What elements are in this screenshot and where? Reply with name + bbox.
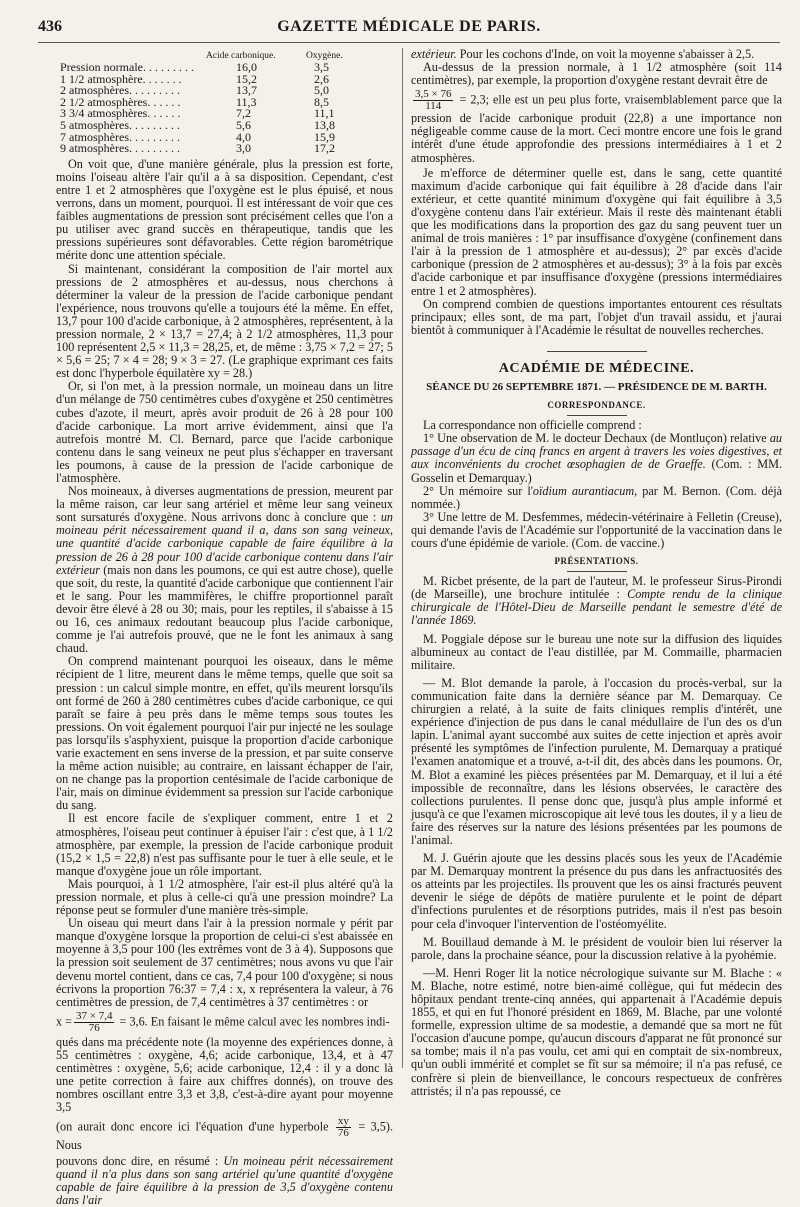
fraction-numerator: 37 × 7,4	[76, 1009, 113, 1022]
o2-value: 2,6	[314, 71, 329, 86]
text: (mais non dans les poumons, ce qui est autre chose), quelle que soit, du reste, la quantité d'acide carbonique que contiennent l'air et le sang. Pour les mammifères, le chiffre proportionnel paraît devoir être élevé à 28 ou 30; mais, pour les reptiles, il s'abaisse à 15 ou 16, ces animaux redoutant beaucoup plus l'acide carbonique, comme je l'ai autrefois prouvé, que ne le font les animaux à sang chaud.	[56, 562, 393, 656]
discussion-paragraph: M. J. Guérin ajoute que les dessins placés sous les yeux de l'Académie par M. Demarquay montrent la présence du pus dans les anfractuosités des os atteints par les projectiles. Ils prouvent que les os ainsi fracturés peuvent devenir le siége de dépôts de matière purulente et le point de départ d'infections purulentes et de résorptions putrides, mais il n'est pas besoin pour cela d'invoquer l'intervention de l'ostéomyélite.	[411, 851, 782, 931]
o2-column-head: Oxygène.	[306, 51, 343, 61]
equation-lead: (on aurait donc encore ici l'équation d'une hyperbole	[56, 1119, 334, 1134]
fraction-denominator: 114	[425, 100, 442, 113]
co2-value: 3,0	[236, 141, 251, 156]
paragraph: Si maintenant, considérant la composition de l'air mortel aux pressions de 2 atmosphères et au-dessus, nous cherchons à déterminer la valeur de la pression de l'acide carbonique pendant l'expérience, nous trouvons qu'elle a toujours été la même. En effet, 13,7 pour 100 d'acide carbonique, à 2 atmosphères, représentent, à la pression normale, 2 × 13,7 = 27,4; à 2 1/2 atmosphères, 11,3 pour 100 représentent 2,5 × 11,3 = 28,25, et, de même : 3,75 × 7,2 = 27; 5 × 5,6 = 25; 7 × 4 = 28; 9 × 3 = 27. (Le graphique exprimant ces faits est donc l'hyperbole équilatère xy = 28.)	[56, 261, 393, 381]
equation-lhs: x =	[56, 1014, 73, 1029]
italic-conclusion: Un moineau périt nécessairement quand il n'a plus dans son sang artériel qu'une quantité d'oxygène capable de faire équilibre à la pression de 3,5 d'oxygène contenu dans l'air	[56, 1153, 393, 1207]
page-number: 436	[38, 18, 62, 35]
text: , par M. Bernon. (Com. déjà nommée.)	[411, 483, 782, 511]
text: 1° Une observation de M. le docteur Dechaux (de Montluçon) relative	[423, 431, 770, 446]
column-rule	[402, 48, 403, 1068]
o2-value: 15,9	[314, 129, 335, 144]
text: pouvons donc dire, en résumé :	[56, 1153, 224, 1168]
equation-rest: = 2,3; elle est un peu plus forte, vraisemblablement parce que la pression de l'acide carbonique produit (22,8) a une importance non négligeable comme cause de la mort. Ceci montre encore une fois le grand intérêt d'une étude approfondie des pressions intermédiaires à 1 et 2 atmosphères.	[411, 92, 782, 165]
divider	[567, 571, 627, 572]
fraction-denominator: 76	[88, 1021, 100, 1034]
italic-conclusion: un moineau périt nécessairement quand il a, dans son sang veineux, une quantité d'acide carbonique capable de faire équilibre à la pression de 26 à 28 pour 100 d'acide carbonique contenu dans l'air extérieur	[56, 510, 393, 577]
obituary-paragraph: —M. Henri Roger lit la notice nécrologique suivante sur M. Blache : « M. Blache, notre estimé, notre bien-aimé collègue, qui fut médecin des hôpitaux pendant trente-cinq années, qui appartenait à l'Académie depuis 1855, et qui en fut l'honoré président en 1869, M. Blache, par une volonté formelle, expression ultime de sa modestie, a demandé que sa mort ne fût l'occasion d'aucune pompe, qu'aucun discours d'apparat ne fût prononcé sur sa tombe; mais il n'a pas voulu, cet ami qui en comptait de six-nombreux, qu'un oubli immérité et complet se fît sur sa mémoire; il n'a pas refusé, ce confrère si plein de bienveillance, le concours respectueux de confrères attristés; il n'a pas repoussé, ce	[411, 965, 782, 1098]
discussion-paragraph: M. Bouillaud demande à M. le président de vouloir bien lui réserver la parole, dans la prochaine séance, pour la discussion relative à la pyohémie.	[411, 934, 782, 962]
italic-text: extérieur.	[411, 47, 457, 61]
o2-value: 8,5	[314, 94, 329, 109]
row-label: 5 atmosphères. . . . . . . . .	[60, 117, 180, 132]
row-label: 9 atmosphères. . . . . . . . .	[60, 141, 180, 156]
fraction	[336, 1116, 351, 1139]
o2-value: 13,8	[314, 117, 335, 132]
fraction-numerator: xy	[337, 1115, 349, 1128]
divider	[567, 415, 627, 416]
correspondence-item: 3° Une lettre de M. Desfemmes, médecin-vétérinaire à Felletin (Creuse), qui demande l'avis de l'Académie sur l'opportunité de la vaccination dans le cours d'une épidémie de variole. (Com. de vaccine.)	[411, 509, 782, 550]
o2-value: 11,1	[314, 106, 335, 121]
co2-column-head: Acide carbonique.	[206, 51, 276, 61]
text: M. Ricbet présente, de la part de l'auteur, M. le professeur Sirus-Pirondi (de Marseille), une brochure intitulée :	[411, 574, 782, 602]
table-row	[56, 143, 393, 155]
row-label: 3 3/4 atmosphères. . . . . .	[60, 106, 181, 121]
subsection-heading: CORRESPONDANCE.	[547, 400, 646, 411]
row-label: 2 1/2 atmosphères. . . . . .	[60, 94, 181, 109]
correspondence-item	[411, 485, 782, 511]
fraction-numerator: 3,5 × 76	[415, 88, 452, 101]
text: Pour les cochons d'Inde, on voit la moyenne s'abaisser à 2,5.	[456, 47, 755, 61]
paragraph: Au-dessus de la pression normale, à 1 1/2 atmosphère (soit 114 centimètres), par exemple, la proportion d'oxygène restant devrait être de	[411, 60, 782, 88]
paragraph: Il est encore facile de s'expliquer comment, entre 1 et 2 atmosphères, l'oiseau peut continuer à épuiser l'air : c'est que, à 1 1/2 atmosphère, par exemple, la pression de l'acide carbonique produit (15,2 × 1,5 = 22,8) n'est pas suffisante pour le tuer à elle seule, et le manque d'oxygène joue un rôle important.	[56, 811, 393, 878]
equation-rest: = 3,6. En faisant le même calcul avec les nombres indi-	[116, 1014, 390, 1029]
paragraph	[56, 1155, 393, 1207]
paragraph	[56, 485, 393, 655]
italic-text: oïdium aurantiacum	[532, 483, 635, 498]
o2-value: 5,0	[314, 83, 329, 98]
paragraph: Or, si l'on met, à la pression normale, un moineau dans un litre d'un mélange de 750 centimètres cubes d'oxygène et 250 centimètres cubes d'azote, il meurt, après avoir produit de 26 à 28 pour 100 d'acide carbonique. La mort arrive évidemment, ainsi que l'a autrefois montré M. Cl. Bernard, parce que l'acide carbonique contenu dans le sang veineux ne peut plus s'échapper en traversant les poumons, à cause de la pression de l'acide carbonique de l'atmosphère.	[56, 379, 393, 485]
paragraph: qués dans ma précédente note (la moyenne des expériences donne, à 55 centimètres : oxygène, 4,6; acide carbonique, 13,4, et à 47 centimètres : oxygène, 5,6; acide carbonique, 12,4 : il y a donc là une petite correction à faire aux chiffres donnés), on trouve des nombres oscillant entre 3,3 et 3,8, c'est-à-dire ayant pour moyenne 3,5	[56, 1034, 393, 1115]
text: Nos moineaux, à diverses augmentations de pression, meurent par la même raison, car leur sang artériel et même leur sang veineux sont sursaturés d'oxygène. Nous arrivons donc à conclure que :	[56, 484, 393, 525]
subsection-heading: PRÉSENTATIONS.	[554, 556, 639, 567]
paragraph: On comprend maintenant pourquoi les oiseaux, dans le même récipient de 1 litre, meurent dans le même temps, quelle que soit sa pression : un calcul simple montre, en effet, qu'ils meurent lorsqu'ils ont formé de 260 à 280 centimètres cubes d'acide carbonique, ce qui paraît se faire à peu près dans le même temps sous toutes les pressions. On voit également pourquoi l'air pur injecté ne les soulage pas lorsqu'ils s'asphyxient, puisque la proportion d'acide carbonique varie exactement en sens inverse de la pression, et par suite conserve la même action nuisible; au contraire, en laissant échapper de l'air, on ne change pas la proportion centésimale de l'acide carbonique de l'air, mais on diminue évidemment sa pression sur l'acide carbonique du sang.	[56, 654, 393, 813]
co2-value: 11,3	[236, 94, 257, 109]
equation-line	[411, 89, 782, 164]
o2-value: 3,5	[314, 60, 329, 74]
co2-value: 5,6	[236, 117, 251, 132]
equation-rest: = 3,5). Nous	[56, 1119, 393, 1153]
co2-value: 7,2	[236, 106, 251, 121]
co2-value: 16,0	[236, 60, 257, 74]
journal-title: GAZETTE MÉDICALE DE PARIS.	[277, 18, 541, 35]
o2-value: 17,2	[314, 141, 335, 156]
section-title: ACADÉMIE DE MÉDECINE.	[411, 351, 782, 375]
running-header	[38, 18, 780, 40]
paragraph: On voit que, d'une manière générale, plus la pression est forte, moins l'oiseau altère l'air qu'il a à sa disposition. Cependant, c'est entre 1 et 2 atmosphères que l'oxygène est le plus épuisé, et nous verrons, dans un moment, pourquoi. Il est intéressant de voir que ces faibles augmentations de pression sont précisément celles que l'on a pu utiliser avec grand succès en thérapeutique, tandis que les pressions supérieures sont défavorables. Cette région barométrique mérite donc une attention spéciale.	[56, 156, 393, 263]
equation-line	[56, 1116, 393, 1152]
paragraph: La correspondance non officielle comprend :	[423, 418, 642, 433]
discussion-paragraph: — M. Blot demande la parole, à l'occasion du procès-verbal, sur la communication faite dans la dernière séance par M. Demarquay. Ce chirurgien a relaté, à la suite de faits cliniques remplis d'intérêt, une expérience d'injection de pus dans le canal médullaire de l'un des os d'un lapin. L'animal ayant succombé aux suites de cette injection et après avoir présenté les symptômes de l'infection purulente, M. Demarquay a pratiqué l'examen anatomique et a trouvé, a-t-il dit, des abcès dans les poumons. Or, M. Blot a examiné les pièces présentées par M. Demarquay, et il lui a été impossible de reconnaître, dans les lésions observées, le caractère des collections purulentes. Il pense donc que, jusqu'à plus ample informé et jusqu'à ce que l'examen microscopique ait levé tous les doutes, il y a lieu de faire des réserves sur la nature des lésions présentées par les poumons de l'animal.	[411, 675, 782, 847]
correspondence-item	[411, 432, 782, 484]
equation-line	[56, 1011, 393, 1034]
co2-value: 4,0	[236, 129, 251, 144]
session-line: SÉANCE DU 26 SEPTEMBRE 1871. — PRÉSIDENCE DE M. BARTH.	[426, 380, 767, 393]
left-column	[56, 48, 393, 1207]
paragraph: On comprend combien de questions importantes entourent ces résultats principaux; elles sont, de ma part, l'objet d'un travail assidu, et j'aurai bientôt à communiquer à l'Académie le résultat de nouvelles recherches.	[411, 296, 782, 337]
paragraph: Je m'efforce de déterminer quelle est, dans le sang, cette quantité maximum d'acide carbonique qui fait équilibre à 28 d'acide dans l'air extérieur, et cette quantité minimum d'oxygène qui fait équilibre à 3,5 d'oxygène contenu dans l'air extérieur. Mais il reste dès maintenant établi que les modifications dans la proportion des gaz du sang peuvent tuer un animal de trois manières : 1° par insuffisance d'oxygène (confinement dans l'air à la pression de 1 atmosphère et au-dessus); 2° par excès d'acide carbonique (pression de 2 atmosphères et au-dessus); 3° à la fois par excès d'acide carbonique et par insuffisance d'oxygène (pressions intermédiaires entre 1 et 2 atmosphères).	[411, 165, 782, 298]
fraction	[74, 1011, 114, 1034]
row-label: 7 atmosphères. . . . . . . . .	[60, 129, 180, 144]
row-label: 2 atmosphères. . . . . . . . .	[60, 83, 180, 98]
presentation-item	[411, 575, 782, 627]
fraction	[413, 89, 453, 112]
right-column	[411, 47, 782, 1098]
presentation-item: M. Poggiale dépose sur le bureau une note sur la diffusion des liquides albumineux au contact de l'eau distillée, par M. Commaille, pharmacien militaire.	[411, 631, 782, 672]
italic-text: Compte rendu de la clinique chirurgicale de l'Hôtel-Dieu de Marseille pendant le semestre d'été de l'année 1869.	[411, 587, 782, 628]
header-rule	[38, 42, 780, 43]
row-label: Pression normale. . . . . . . . .	[60, 60, 194, 74]
row-label: 1 1/2 atmosphère. . . . . . .	[60, 71, 182, 86]
paragraph: Mais pourquoi, à 1 1/2 atmosphère, l'air est-il plus altéré qu'à la pression normale, et plus à celle-ci qu'à une pression moindre? La réponse peut se formuler d'une manière très-simple.	[56, 876, 393, 918]
text: (Com. : MM. Gosselin et Demarquay.)	[411, 457, 782, 485]
paragraph: Un oiseau qui meurt dans l'air à la pression normale y périt par manque d'oxygène lorsque la proportion de celui-ci s'est abaissée en moyenne à 3,5 pour 100 (les extrêmes vont de 3 à 4). Supposons que la pression soit seulement de 37 centimètres; nous avons vu que l'air devenu mortel contient, dans ce cas, 7,4 pour 100 d'oxygène; si nous écrivons la proportion 76:37 = 7,4 : x, x représentera la valeur, à 76 centimètres de pression, de 7,4 centimètres à 37 centimètres : or	[56, 916, 393, 1009]
text: 2° Un mémoire sur l'	[423, 483, 533, 498]
italic-text: au passage d'un écu de cinq francs en argent à travers les voies digestives, et aux inconvénients du crochet œsophagien de de Graeffe.	[411, 431, 782, 472]
co2-value: 13,7	[236, 83, 257, 98]
pressure-table	[56, 62, 393, 155]
fraction-denominator: 76	[337, 1127, 349, 1140]
co2-value: 15,2	[236, 71, 257, 86]
